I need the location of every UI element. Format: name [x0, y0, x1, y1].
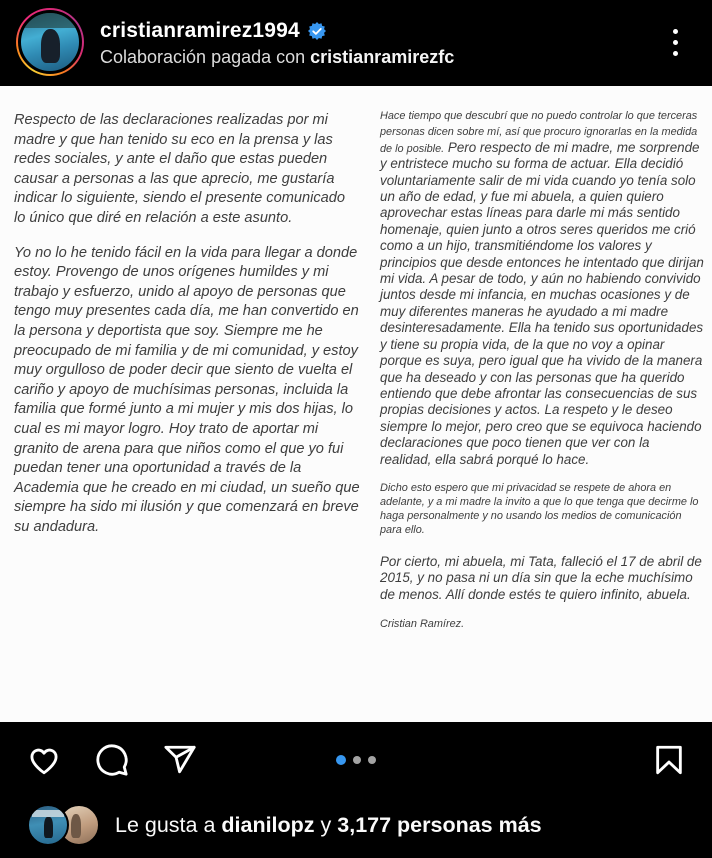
likes-connector: y — [314, 812, 338, 837]
statement-left-column — [14, 111, 360, 552]
partner-username[interactable]: cristianramirezfc — [310, 46, 455, 67]
more-options-icon[interactable] — [669, 25, 682, 60]
post-image[interactable] — [0, 86, 712, 722]
statement-paragraph: Dicho esto espero que mi privacidad se respete de ahora en adelante, y a mi madre la invito a que lo que tenga que decirme lo haga personalmente y no usando los medios de comunicación para ello. — [380, 481, 699, 536]
statement-paragraph — [380, 107, 704, 468]
heart-icon — [27, 743, 61, 777]
statement-paragraph: Por cierto, mi abuela, mi Tata, falleció el 17 de abril de 2015, y no pasa ni un día sin que la eche muchísimo de menos. Allí donde estés te quiero infinito, abuela. — [380, 553, 702, 602]
carousel-indicator — [336, 755, 376, 765]
profile-avatar-photo — [18, 10, 82, 74]
carousel-dot — [368, 756, 376, 764]
statement-text-large: Pero respecto de mi madre, me sorprende y entristece mucho su forma de actuar. Ella decidió voluntariamente salir de mi vida cuando yo tenía solo un año de edad, y fue mi abuela, a quien quiero aprovechar estas líneas para darle mi más sentido homenaje, quien junto a otros seres queridos me crió como a un hijo, transmitiéndome los valores y principios que desde entonces he intentado que dirijan mi vida. A pesar de todo, y aún no habiendo convivido juntos desde mi infancia, en muchas ocasiones y de muy diferentes maneras he ayudado a mi madre desinteresadamente. Ella ha tenido sus oportunidades y tiene su propia vida, de la que no voy a opinar porque es suya, pero igual que ha vivido de la manera que ha deseado y con las personas que ha querido entiendo que debe afrontar las consecuencias de sus propias decisiones y actos. La respeto y le deseo siempre lo mejor, pero creo que se equivoca haciendo declaraciones que poco tienen que ver con la realidad, ella sabrá porqué lo hace. — [380, 139, 704, 467]
username[interactable]: cristianramirez1994 — [100, 18, 300, 42]
statement-paragraph: Yo no lo he tenido fácil en la vida para llegar a donde estoy. Provengo de unos orígenes humildes y mi trabajo y esfuerzo, unido al apoyo de personas que tengo muy presentes cada día, me han convertido en la persona y deportista que soy. Siempre me he preocupado de mi familia y de mi comunidad, y estoy muy orgulloso de poder decir que siento de vuelta el cariño y apoyo de muchísimas personas, incluida la familia que formé junto a mi mujer y mis dos hijas, lo cual es mi mayor logro. Hoy trato de aportar mi granito de arena para que niños como el que yo fui puedan tener una oportunidad a través de la Academia que he creado en mi ciudad, un sueño que siempre ha sido mi ilusión y que comenzará en breve su andadura. — [14, 244, 360, 535]
save-button[interactable] — [652, 743, 686, 777]
liker-name[interactable]: dianilopz — [221, 812, 315, 837]
paid-partnership-line — [100, 47, 454, 68]
header-text — [100, 19, 454, 68]
statement-right-column — [380, 107, 704, 644]
carousel-dot-active — [336, 755, 346, 765]
statement-text-small: Hace tiempo que descubrí que no puedo controlar lo que terceras personas dicen sobre mí, así que procuro ignorarlas en la medida de lo posible. — [380, 110, 698, 155]
likes-count[interactable]: 3,177 personas más — [337, 812, 542, 837]
statement-signature: Cristian Ramírez. — [380, 618, 465, 631]
comment-icon — [95, 743, 129, 777]
action-bar — [0, 722, 712, 798]
likes-row — [0, 797, 712, 853]
post-header — [0, 0, 712, 86]
liker-avatar[interactable] — [27, 804, 69, 846]
share-icon — [163, 743, 197, 777]
bookmark-icon — [652, 743, 686, 777]
paid-partnership-label: Colaboración pagada con — [100, 46, 311, 67]
carousel-dot — [353, 756, 361, 764]
share-button[interactable] — [163, 743, 197, 777]
like-button[interactable] — [27, 743, 61, 777]
liked-by-text — [115, 813, 542, 838]
statement-paragraph: Respecto de las declaraciones realizadas por mi madre y que han tenido su eco en la prensa y las redes sociales, y ante el daño que estas pueden causar a personas a las que aprecio, me gustaría indicar lo siguiente, siendo el presente comunicado lo único que diré en relación a este asunto. — [14, 112, 345, 226]
comment-button[interactable] — [95, 743, 129, 777]
verified-badge-icon — [308, 22, 326, 40]
liker-avatars[interactable] — [27, 804, 100, 846]
likes-prefix: Le gusta a — [115, 812, 222, 837]
profile-avatar[interactable] — [16, 8, 84, 76]
